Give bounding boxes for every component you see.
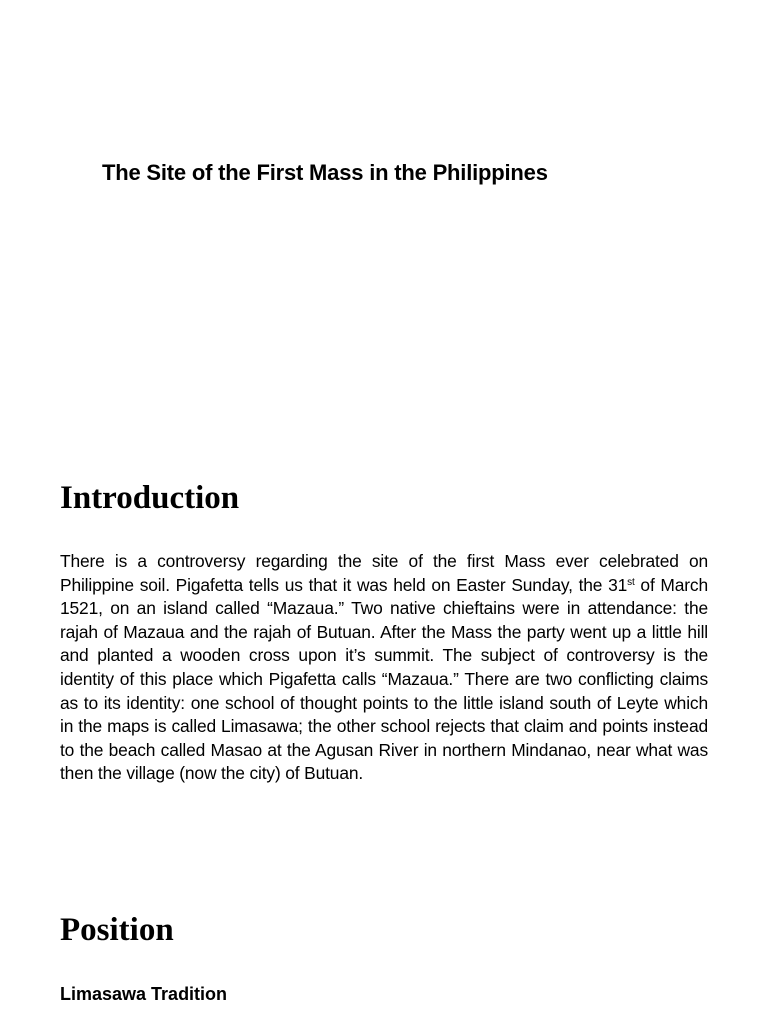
introduction-text-end: of March 1521, on an island called “Mazaua.” Two native chieftains were in attendance: the rajah of Mazaua and the rajah of Butuan. After the Mass the party went up a little hill and planted a wooden cross upon it’s summit. The subject of controversy is the identity of this place which Pigafetta calls “Mazaua.” There are two conflicting claims as to its identity: one school of thought points to the little island south of Leyte which in the maps is called Limasawa; the other school rejects that claim and points instead to the beach called Masao at the Agusan River in northern Mindanao, near what was then the village (now the city) of Butuan. — [60, 574, 708, 784]
position-heading: Position — [60, 912, 174, 948]
limasawa-tradition-subheading: Limasawa Tradition — [60, 984, 228, 1004]
document-title: The Site of the First Mass in the Philippines — [102, 160, 548, 185]
ordinal-suffix: st — [627, 576, 635, 588]
introduction-heading: Introduction — [60, 480, 240, 516]
introduction-text-start: There is a controversy regarding the site of the first Mass ever celebrated on Philippine soil. Pigafetta tells us that it was held on Easter Sunday, the 31 — [60, 551, 708, 595]
introduction-paragraph — [60, 550, 708, 786]
